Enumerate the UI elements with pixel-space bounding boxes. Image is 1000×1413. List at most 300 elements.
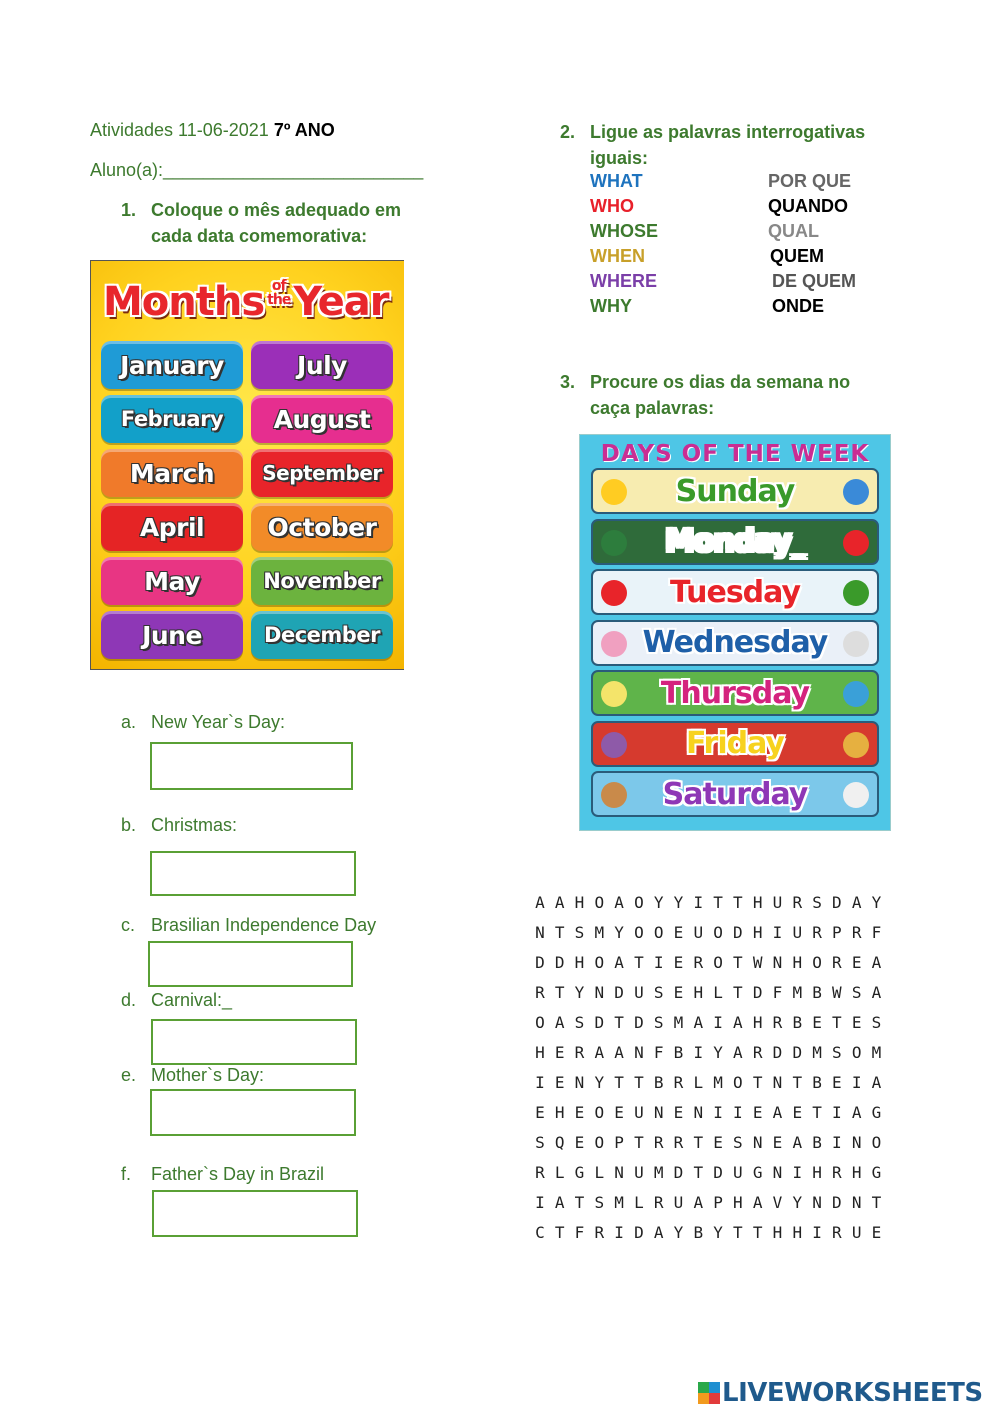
word-search-letter[interactable]: D [733,922,743,942]
days-of-the-week-poster [579,434,891,831]
logo-square [698,1382,709,1393]
word-search-letter[interactable]: T [792,1072,803,1092]
word-search-letter[interactable]: L [693,1072,704,1092]
word-search-letter[interactable]: A [554,1192,565,1212]
word-search-letter[interactable]: E [851,1012,862,1032]
portuguese-question-word[interactable]: ONDE [772,296,825,316]
word-search-letter[interactable]: E [535,1102,545,1122]
word-search-letter[interactable]: E [851,952,862,972]
word-search-letter[interactable]: O [713,922,723,942]
word-search-letter[interactable]: N [693,1102,704,1122]
word-search-letter[interactable]: U [772,892,783,912]
word-search-letter[interactable]: E [812,1012,822,1032]
word-search-letter[interactable]: S [832,1042,842,1062]
word-search-letter[interactable]: T [614,1072,624,1092]
word-search-letter[interactable]: T [812,1102,822,1122]
word-search-letter[interactable]: E [673,952,684,972]
word-search-letter[interactable]: I [713,1012,723,1032]
word-search-row [530,1097,886,1127]
english-question-word[interactable]: WHERE [590,271,657,291]
word-search-letter[interactable]: D [713,1162,723,1182]
english-question-word[interactable]: WHY [590,296,632,316]
word-search-letter[interactable]: S [653,982,664,1002]
day-name: Friday [685,726,784,761]
answer-box-carnival[interactable] [151,1019,357,1065]
word-search-letter[interactable]: U [634,1162,644,1182]
word-search-letter[interactable]: A [693,1012,704,1032]
word-search-letter[interactable]: B [792,1012,803,1032]
word-search-letter[interactable]: O [634,892,644,912]
word-search-letter[interactable]: E [614,1102,624,1122]
word-search-letter[interactable]: T [733,1222,743,1242]
word-search-letter[interactable]: H [554,1102,565,1122]
word-search-letter[interactable]: R [832,1222,842,1242]
word-search-letter[interactable]: E [713,1132,723,1152]
portuguese-question-word[interactable]: DE QUEM [772,271,857,291]
word-search-letter[interactable]: E [772,1132,783,1152]
word-search-letter[interactable]: F [653,1042,664,1062]
word-search-letter[interactable]: H [752,1012,763,1032]
word-search-letter[interactable]: R [812,922,822,942]
word-search-letter[interactable]: I [535,1192,545,1212]
english-question-word[interactable]: WHEN [590,246,645,266]
question-3-title [560,369,851,421]
item-label: Carnival:_ [151,990,233,1010]
word-search-letter[interactable]: E [554,1042,565,1062]
word-search-letter[interactable]: Y [653,892,664,912]
word-search-letter[interactable]: E [673,1102,684,1122]
word-search-letter[interactable]: I [614,1222,624,1242]
month-tile: November [251,557,393,605]
word-search-letter[interactable]: I [851,1072,862,1092]
word-search-letter[interactable]: N [752,1132,763,1152]
logo-square [698,1393,709,1404]
word-search-letter[interactable]: N [772,1162,783,1182]
word-search-letter[interactable]: B [812,1072,822,1092]
question-3-number: 3. [560,372,576,392]
word-search-letter[interactable]: W [752,952,763,972]
word-search-letter[interactable]: E [574,1132,585,1152]
word-search-letter[interactable]: I [733,1102,743,1122]
word-search-letter[interactable]: U [693,922,704,942]
word-search-letter[interactable]: D [634,1222,644,1242]
word-search-letter[interactable]: Y [871,892,882,912]
word-search-letter[interactable]: M [792,982,803,1002]
word-search-letter[interactable]: O [594,1132,605,1152]
word-search-letter[interactable]: N [772,1072,783,1092]
word-search-letter[interactable]: B [693,1222,704,1242]
portuguese-question-word[interactable]: QUANDO [768,196,848,216]
day-banner [591,721,879,767]
word-search-letter[interactable]: Y [713,1042,723,1062]
word-search-letter[interactable]: A [733,1042,743,1062]
word-search-letter[interactable]: R [653,1132,664,1152]
word-search-letter[interactable]: O [871,1132,882,1152]
word-search-letter[interactable]: T [614,1012,624,1032]
word-search-letter[interactable]: H [851,1162,862,1182]
word-search-letter[interactable]: N [812,1192,822,1212]
question-1-title [121,197,402,249]
word-search-letter[interactable]: P [832,922,842,942]
word-search-letter[interactable]: Y [792,1192,803,1212]
item-fathers-day [121,1164,325,1185]
word-search-letter[interactable]: A [693,1192,704,1212]
liveworksheets-logo-icon [698,1382,720,1404]
item-new-years-day [121,712,286,733]
word-search-row [530,947,886,977]
word-search-letter[interactable]: R [832,952,842,972]
word-search-letter[interactable]: B [673,1042,684,1062]
word-search-letter[interactable]: Y [614,922,624,942]
word-search-letter[interactable]: Q [554,1132,565,1152]
word-search-letter[interactable]: S [871,1012,882,1032]
word-search-letter[interactable]: N [851,1132,862,1152]
word-search-letter[interactable]: A [851,892,862,912]
portuguese-question-word[interactable]: QUAL [768,221,819,241]
word-search-letter[interactable]: A [535,892,545,912]
word-search-letter[interactable]: T [733,892,743,912]
word-search-letter[interactable]: O [812,952,822,972]
word-search-letter[interactable]: A [733,1012,743,1032]
answer-box-mothers-day[interactable] [150,1089,356,1136]
word-search-letter[interactable]: T [634,952,644,972]
portuguese-question-word[interactable]: QUEM [770,246,824,266]
word-search-letter[interactable]: D [832,892,842,912]
portuguese-question-word[interactable]: POR QUE [768,171,852,191]
activity-title: Atividades 11-06-2021 [90,120,269,140]
item-christmas [121,815,238,836]
word-search-letter[interactable]: R [653,1192,664,1212]
word-search-letter[interactable]: I [772,922,783,942]
word-search-letter[interactable]: N [851,1192,862,1212]
day-banner [591,569,879,615]
word-search-letter[interactable]: O [594,892,605,912]
word-search-letter[interactable]: F [772,982,783,1002]
answer-box-independence-day[interactable] [148,941,353,987]
word-search-letter[interactable]: D [792,1042,803,1062]
answer-box-fathers-day[interactable] [152,1190,358,1237]
word-search-letter[interactable]: U [634,1102,644,1122]
word-search-letter[interactable]: T [693,1132,704,1152]
word-search-letter[interactable]: A [871,952,882,972]
item-letter: e. [121,1065,137,1085]
day-name: Wednesday [642,625,828,660]
word-search-letter[interactable]: T [554,1222,565,1242]
word-search-letter[interactable]: A [554,1012,565,1032]
month-tile: August [251,395,393,443]
word-search-letter[interactable]: B [653,1072,664,1092]
word-search-letter[interactable]: A [614,952,624,972]
word-search-row [530,1217,886,1247]
word-search-letter[interactable]: G [871,1102,882,1122]
item-label: Christmas: [151,815,238,835]
word-search-letter[interactable]: I [693,1042,704,1062]
english-question-word[interactable]: WHO [590,196,634,216]
word-search-letter[interactable]: A [594,1042,605,1062]
word-search-letter[interactable]: T [832,1012,842,1032]
answer-box-christmas[interactable] [150,851,356,896]
word-search-letter[interactable]: S [812,892,822,912]
word-search-letter[interactable]: E [832,1072,842,1092]
question-2-line2: iguais: [590,148,649,168]
word-search-letter[interactable]: N [535,922,545,942]
day-name: Sunday [675,473,795,509]
word-search-letter[interactable]: B [812,1132,822,1152]
word-search-letter[interactable]: N [772,952,783,972]
word-search-letter[interactable]: O [594,1102,605,1122]
day-banner [591,519,879,565]
word-search-letter[interactable]: R [832,1162,842,1182]
day-decoration-icon [601,530,627,556]
day-name: Tuesday [669,574,801,610]
item-label: New Year`s Day: [151,712,286,732]
question-3-line1: Procure os dias da semana no [590,372,851,392]
word-search-letter[interactable]: D [535,952,545,972]
month-tile: July [251,341,393,389]
word-search-letter[interactable]: H [574,892,585,912]
word-search-letter[interactable]: N [594,982,605,1002]
word-search-letter[interactable]: T [554,982,565,1002]
day-name: Monday_ [664,524,806,559]
word-search-row [530,977,886,1007]
word-search-letter[interactable]: S [574,1012,585,1032]
day-decoration-icon [843,631,869,657]
word-search-letter[interactable]: H [574,952,585,972]
word-search-letter[interactable]: T [752,1072,763,1092]
word-search-letter[interactable]: A [772,1102,783,1122]
word-search-letter[interactable]: A [653,1222,664,1242]
word-search-letter[interactable]: I [812,1222,822,1242]
word-search-letter[interactable]: M [594,922,605,942]
word-search-letter[interactable]: S [594,1192,605,1212]
word-search-row [530,1127,886,1157]
word-search-letter[interactable]: Y [594,1072,605,1092]
month-tile: May [101,557,243,605]
word-search-letter[interactable]: R [673,1072,684,1092]
word-search-letter[interactable]: H [535,1042,545,1062]
answer-box-new-years-day[interactable] [150,742,353,790]
word-search-letter[interactable]: T [693,1162,704,1182]
word-search-letter[interactable]: E [673,922,684,942]
word-search-letter[interactable]: D [752,982,763,1002]
word-search-letter[interactable]: F [574,1222,585,1242]
grade-label: 7º ANO [273,120,335,140]
word-search-letter[interactable]: T [713,892,723,912]
word-search-letter[interactable]: Y [673,892,684,912]
word-search-letter[interactable]: O [653,922,664,942]
word-search-letter[interactable]: E [752,1102,763,1122]
word-search-letter[interactable]: H [752,892,763,912]
word-search-letter[interactable]: O [634,922,644,942]
word-search-letter[interactable]: R [851,922,862,942]
word-search-letter[interactable]: H [812,1162,822,1182]
item-mothers-day [121,1065,265,1086]
word-search-letter[interactable]: G [574,1162,585,1182]
word-search-letter[interactable]: O [535,1012,545,1032]
word-search-letter[interactable]: R [693,952,704,972]
word-search-letter[interactable]: U [792,922,803,942]
english-question-word[interactable]: WHOSE [590,221,659,241]
word-search-letter[interactable]: D [832,1192,842,1212]
months-title-small: of the [267,278,291,308]
item-label: Mother`s Day: [151,1065,265,1085]
word-search-letter[interactable]: L [594,1162,605,1182]
item-carnival [121,990,233,1011]
word-search-letter[interactable]: D [594,1012,605,1032]
word-search-letter[interactable]: R [752,1042,763,1062]
word-search-letter[interactable]: H [792,1222,803,1242]
question-1-number: 1. [121,200,137,220]
word-search-letter[interactable]: D [634,1012,644,1032]
word-search-letter[interactable]: I [792,1162,803,1182]
word-search-letter[interactable]: D [554,952,565,972]
word-search-letter[interactable]: U [733,1162,743,1182]
word-search-letter[interactable]: V [772,1192,783,1212]
word-search-letter[interactable]: I [832,1132,842,1152]
word-search-letter[interactable]: T [634,1132,644,1152]
item-letter: d. [121,990,137,1010]
word-search-letter[interactable]: S [535,1132,545,1152]
word-search-letter[interactable]: E [871,1222,882,1242]
word-search-letter[interactable]: L [713,982,723,1002]
word-search-letter[interactable]: G [752,1162,763,1182]
word-search-letter[interactable]: A [871,982,882,1002]
word-search-letter[interactable]: U [634,982,644,1002]
word-search-letter[interactable]: N [614,1162,624,1182]
month-tile: February [101,395,243,443]
word-search-letter[interactable]: T [871,1192,882,1212]
word-search-letter[interactable]: U [851,1222,862,1242]
word-search-letter[interactable]: R [535,982,545,1002]
word-search-letter[interactable]: R [772,1012,783,1032]
word-search-letter[interactable]: R [594,1222,605,1242]
day-decoration-icon [843,732,869,758]
word-search-letter[interactable]: D [772,1042,783,1062]
word-search-letter[interactable]: R [673,1132,684,1152]
day-decoration-icon [843,479,869,505]
day-name: Thursday [660,675,810,711]
word-search-row [530,917,886,947]
word-search-letter[interactable]: O [594,952,605,972]
question-3-line2: caça palavras: [590,398,715,418]
word-search-letter[interactable]: H [733,1192,743,1212]
word-search-letter[interactable]: A [614,1042,624,1062]
word-search-letter[interactable]: A [752,1192,763,1212]
liveworksheets-logo [698,1378,983,1408]
liveworksheets-logo-text: LIVEWORKSHEETS [722,1378,983,1408]
month-tile: June [101,611,243,659]
word-search-letter[interactable]: M [871,1042,882,1062]
day-banner [591,620,879,666]
word-search-letter[interactable]: A [554,892,565,912]
word-search-letter[interactable]: S [851,982,862,1002]
word-search-letter[interactable]: M [653,1162,664,1182]
item-letter: f. [121,1164,132,1184]
word-search-letter[interactable]: O [851,1042,862,1062]
word-search-letter[interactable]: L [554,1162,565,1182]
word-search-letter[interactable]: M [673,1012,684,1032]
word-search-letter[interactable]: R [574,1042,585,1062]
word-search-letter[interactable]: U [673,1192,684,1212]
word-search-letter[interactable]: N [634,1042,644,1062]
item-letter: b. [121,815,137,835]
word-search-letter[interactable]: I [832,1102,842,1122]
english-question-word[interactable]: WHAT [590,171,643,191]
word-search-letter[interactable]: N [653,1102,664,1122]
word-search-letter[interactable]: E [673,982,684,1002]
word-search-letter[interactable]: E [554,1072,565,1092]
student-name-field[interactable]: Aluno(a):__________________________ [90,160,424,180]
word-search-letter[interactable]: F [871,922,882,942]
word-search-letter[interactable]: E [792,1102,803,1122]
month-tile: March [101,449,243,497]
word-search-letter[interactable]: I [693,892,704,912]
day-decoration-icon [601,732,627,758]
word-search-letter[interactable]: P [713,1192,723,1212]
word-search-letter[interactable]: T [733,952,743,972]
word-search-letter[interactable]: H [693,982,704,1002]
word-search-row [530,1067,886,1097]
day-decoration-icon [601,681,627,707]
word-search-letter[interactable]: T [733,982,743,1002]
word-search-letter[interactable]: M [614,1192,624,1212]
question-1-line2: cada data comemorativa: [151,226,368,246]
word-search-letter[interactable]: T [554,922,565,942]
word-search-letter[interactable]: T [574,1192,585,1212]
month-tile: January [101,341,243,389]
word-search-letter[interactable]: Y [673,1222,684,1242]
word-search-letter[interactable]: Y [713,1222,723,1242]
word-search-letter[interactable]: M [713,1072,723,1092]
word-search-letter[interactable]: A [792,1132,803,1152]
word-search-row [530,1187,886,1217]
word-search-letter[interactable]: A [871,1072,882,1092]
logo-square [709,1382,720,1393]
word-search-letter[interactable]: I [535,1072,545,1092]
word-search-letter[interactable]: I [713,1102,723,1122]
word-search-letter[interactable]: R [792,892,803,912]
word-search-letter[interactable]: P [614,1132,624,1152]
word-search-letter[interactable]: M [812,1042,822,1062]
word-search-letter[interactable]: S [574,922,585,942]
word-search-letter[interactable]: T [752,1222,763,1242]
word-search-letter[interactable]: D [614,982,624,1002]
word-search-letter[interactable]: W [832,982,842,1002]
word-search-letter[interactable]: T [634,1072,644,1092]
word-search-grid[interactable] [530,887,886,1247]
word-search-letter[interactable]: A [851,1102,862,1122]
word-search-letter[interactable]: H [772,1222,783,1242]
word-search-letter[interactable]: I [653,952,664,972]
word-search-letter[interactable]: E [574,1102,585,1122]
word-search-letter[interactable]: Y [574,982,585,1002]
word-search-letter[interactable]: H [752,922,763,942]
word-search-letter[interactable]: A [614,892,624,912]
word-search-letter[interactable]: R [535,1162,545,1182]
word-search-letter[interactable]: B [812,982,822,1002]
word-search-letter[interactable]: S [733,1132,743,1152]
word-search-letter[interactable]: L [634,1192,644,1212]
word-search-letter[interactable]: G [871,1162,882,1182]
word-search-letter[interactable]: S [653,1012,664,1032]
word-search-letter[interactable]: H [792,952,803,972]
word-search-letter[interactable]: N [574,1072,585,1092]
word-search-letter[interactable]: O [713,952,723,972]
word-search-letter[interactable]: D [673,1162,684,1182]
question-2-title [560,119,866,171]
word-search-letter[interactable]: O [733,1072,743,1092]
word-search-letter[interactable]: C [535,1222,545,1242]
